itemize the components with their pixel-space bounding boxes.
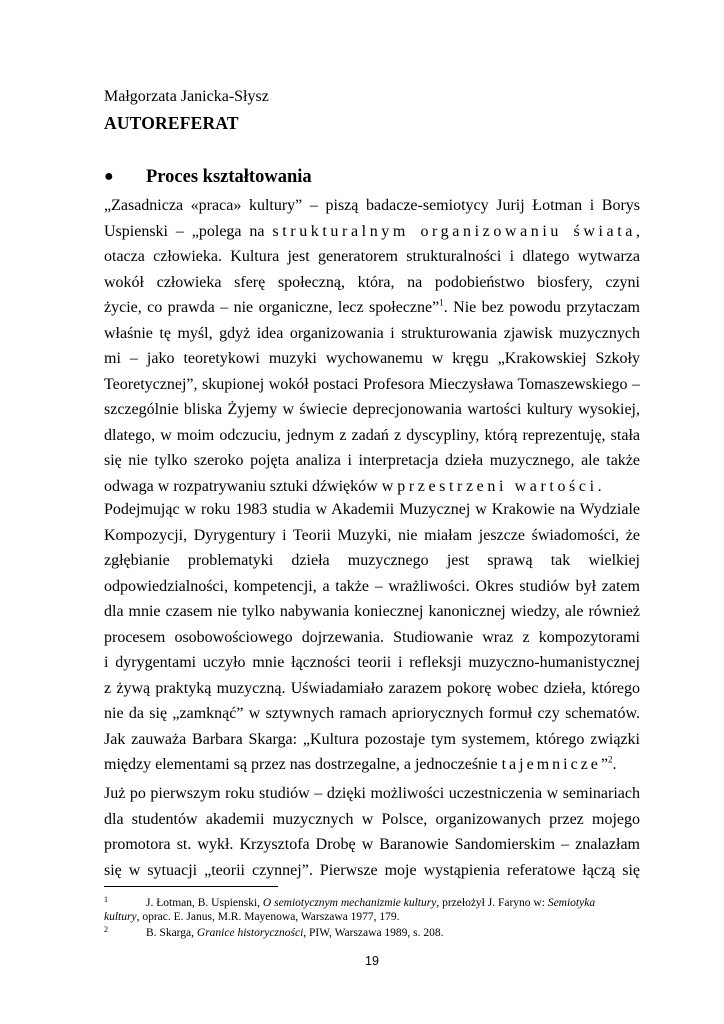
footnote-separator xyxy=(104,886,278,887)
text-line: dlatego, w moim odczuciu, jednym z zadań z dyscypliny, którą reprezentuję, stała xyxy=(104,426,640,444)
text-line: promotora st. wykł. Krzysztofa Drobę w Baranowie Sandomierskim – znalazłam xyxy=(104,836,640,853)
text-line: między elementami są przez nas dostrzegalne, a jednocześnie tajemnicze”$^2$. xyxy=(104,754,617,773)
text-line: dla studentów akademii muzycznych w Polsce, organizowanych przez mojego xyxy=(104,810,640,828)
footnote-text-continued: kultury, oprac. E. Janus, M.R. Mayenowa, Warszawa 1977, 179. xyxy=(104,911,400,923)
text-line: Jak zauważa Barbara Skarga: „Kultura pozostaje tym systemem, którego związki xyxy=(104,730,640,748)
footnote-number: 1 xyxy=(104,895,108,904)
emphasized-text: strukturalnym organizowaniu świata xyxy=(272,222,636,240)
text-line: Kompozycji, Dyrygentury i Teorii Muzyki, nie miałam jeszcze świadomości, że xyxy=(104,526,640,544)
bullet-icon: ● xyxy=(104,168,114,185)
text-line: się w sytuacji „teorii czynnej”. Pierwsze moje wystąpienia referatowe łączą się xyxy=(104,861,640,879)
text-line: życie, co prawda – nie organiczne, lecz społeczne”$^1$. Nie bez powodu przytaczam xyxy=(104,297,640,316)
paragraph-3 xyxy=(104,781,640,883)
document-title: AUTOREFERAT xyxy=(104,113,239,133)
text-line: procesem osobowościowego dojrzewania. Studiowanie wraz z kompozytorami xyxy=(104,628,640,646)
text-line: „Zasadnicza «praca» kultury” – piszą badacze-semiotycy Jurij Łotman i Borys xyxy=(104,197,640,214)
text-line: Uspienski – „polega na strukturalnym organizowaniu świata, xyxy=(104,222,640,240)
text-line: szczególnie bliska Żyjemy w świecie deprecjonowania wartości kultury wysokiej, xyxy=(104,401,640,418)
section-heading xyxy=(104,165,640,189)
emphasized-text: tajemnicze xyxy=(501,756,601,773)
footnote-ref-2: 2 xyxy=(608,754,613,765)
footnote-number: 2 xyxy=(104,925,108,934)
text-line: mi – jako teoretykowi muzyki wychowanemu w kręgu „Krakowskiej Szkoły xyxy=(104,350,640,367)
text-line: właśnie tę myśl, gdyż idea organizowania i strukturowania zjawisk muzycznych xyxy=(104,324,640,342)
text-line: odpowiedzialności, kompetencji, a także – wrażliwości. Okres studiów był zatem xyxy=(104,577,640,595)
paragraph-2 xyxy=(104,497,640,778)
section-heading-text: Proces kształtowania xyxy=(146,167,312,187)
text-line: nie da się „zamknąć” w sztywnych ramach apriorycznych formuł czy schematów. xyxy=(104,705,640,722)
text-line: wokół człowieka sferę społeczną, która, na podobieństwo biosfery, czyni xyxy=(104,273,640,291)
footnote-text: B. Skarga, Granice historyczności, PIW, Warszawa 1989, s. 208. xyxy=(146,927,444,939)
author-name: Małgorzata Janicka-Słysz xyxy=(104,88,269,105)
document-page xyxy=(104,0,640,1024)
footnote-ref-1: 1 xyxy=(439,297,444,308)
text-line: otacza człowieka. Kultura jest generatorem strukturalności i dlatego wytwarza xyxy=(104,248,640,265)
text-line: się nie tylko szeroko pojęta analiza i interpretacja dzieła muzycznego, ale także xyxy=(104,452,640,469)
text-line: odwaga w rozpatrywaniu sztuki dźwięków w przestrzeni wartości. xyxy=(104,477,602,495)
text-line: Teoretycznej”, skupionej wokół postaci Profesora Mieczysława Tomaszewskiego – xyxy=(104,375,640,393)
page-number: 19 xyxy=(365,954,379,968)
footnote-text: J. Łotman, B. Uspienski, O semiotycznym mechanizmie kultury, przełożył J. Faryno w: Semiotyka xyxy=(146,897,596,909)
text-line: z żywą praktyką muzyczną. Uświadamiało zarazem pokorę wobec dzieła, którego xyxy=(104,679,640,697)
text-line: zgłębianie problematyki dzieła muzycznego jest sprawą tak wielkiej xyxy=(104,552,640,569)
text-line: Podejmując w roku 1983 studia w Akademii Muzycznej w Krakowie na Wydziale xyxy=(104,501,640,518)
paragraph-1 xyxy=(104,193,640,499)
text-line: dla mnie czasem nie tylko nabywania koniecznej kanonicznej wiedzy, ale również xyxy=(104,603,640,620)
text-line: Już po pierwszym roku studiów – dzięki możliwości uczestniczenia w seminariach xyxy=(104,785,640,802)
emphasized-text: przestrzeni wartości xyxy=(397,477,598,495)
text-line: i dyrygentami uczyło mnie łączności teorii i refleksji muzyczno-humanistycznej xyxy=(104,654,640,671)
